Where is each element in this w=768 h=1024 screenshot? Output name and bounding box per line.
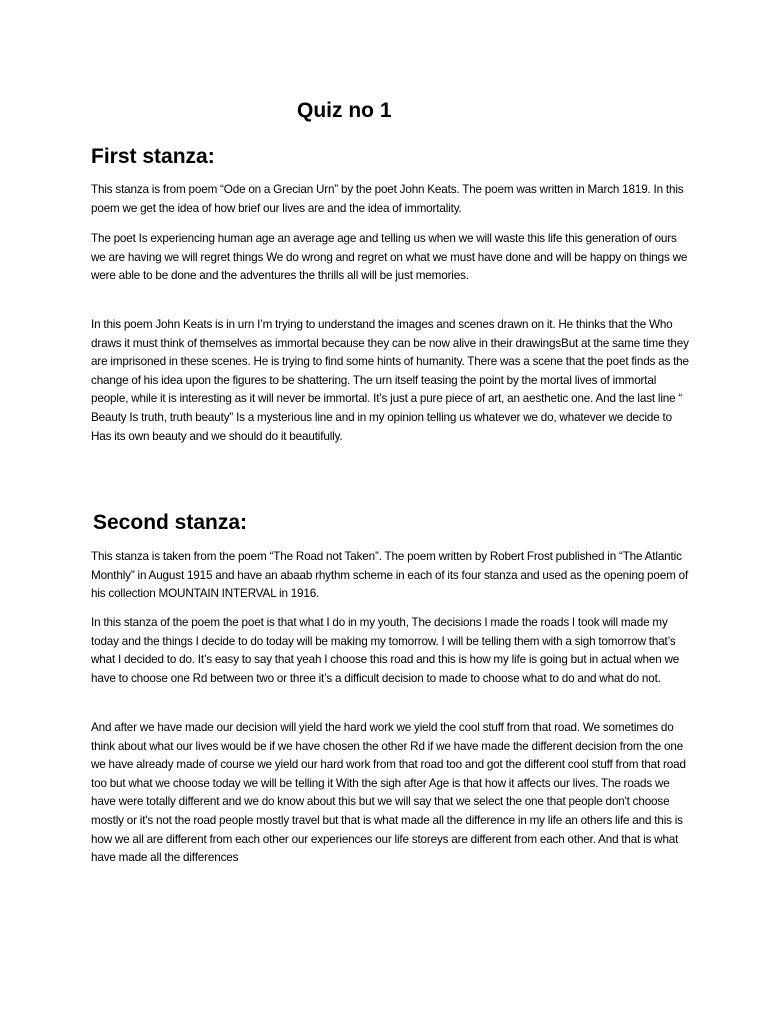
paragraph: The poet Is experiencing human age an average age and telling us when we will waste this life this generation of ours we are having we will regret things We do wrong and regret on what we must have done and will be happy on things we were able to be done and the adventures the thrills all will be just memories. (91, 232, 688, 283)
paragraph: This stanza is taken from the poem “The Road not Taken”. The poem written by Robert Frost published in “The Atlantic Monthly” in August 1915 and have an abaab rhythm scheme in each of its four stanza and used as the opening poem of his collection MOUNTAIN INTERVAL in 1916. (91, 550, 689, 601)
document-title: Quiz no 1 (297, 99, 392, 122)
paragraph: In this poem John Keats is in urn I’m trying to understand the images and scenes drawn on it. He thinks that the Who draws it must think of themselves as immortal because they can be now alive in their drawingsBut at the same time they are imprisoned in these scenes. He is trying to find some hints of humanity. There was a scene that the poet finds as the change of his idea upon the figures to be shattering. The urn itself teasing the point by the mortal lives of immortal people, while it is interesting as it will never be immortal. It’s just a pure piece of art, an aesthetic one. And the last line “ Beauty Is truth, truth beauty” Is a mysterious line and in my opinion telling us whatever we do, whatever we decide to Has its own beauty and we should do it beautifully. (91, 318, 689, 443)
section-heading-first-stanza: First stanza: (91, 145, 215, 168)
paragraph: In this stanza of the poem the poet is that what I do in my youth, The decisions I made the roads I took will made my today and the things I decide to do today will be making my tomorrow. I will be telling them with a sigh tomorrow that’s what I decided to do. It’s easy to say that yeah I choose this road and this is how my life is going but in actual when we have to choose one Rd between two or three it’s a difficult decision to made to choose what to do and what do not. (91, 616, 680, 685)
paragraph: And after we have made our decision will yield the hard work we yield the cool stuff from that road. We sometimes do think about what our lives would be if we have chosen the other Rd if we have made the different decision from the one we have already made of course we yield our hard work from that road too and got the different cool stuff from that road too but what we choose today we will be telling it With the sigh after Age is that how it affects our lives. The roads we have were totally different and we do know about this but we will say that we select the one that people don't choose mostly or it's not the road people mostly travel but that is what made all the difference in my life an others life and this is how we all are different from each other our experiences our life storeys are different from each other. And that is what have made all the differences (91, 721, 686, 865)
paragraph: This stanza is from poem “Ode on a Grecian Urn” by the poet John Keats. The poem was written in March 1819. In this poem we get the idea of how brief our lives are and the idea of immortality. (91, 183, 684, 215)
section-heading-second-stanza: Second stanza: (93, 511, 248, 534)
